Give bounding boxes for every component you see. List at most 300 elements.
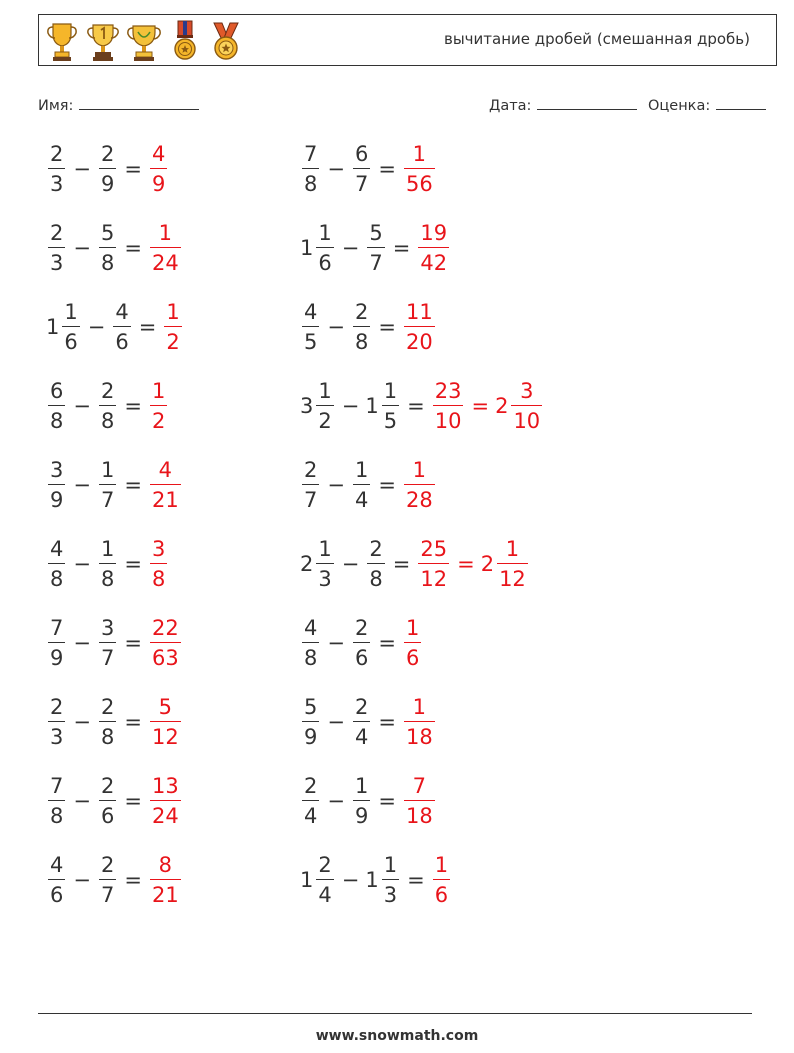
minuend [300,775,321,827]
minuend-fraction [48,380,65,432]
problem-item [46,538,169,590]
answer-value-fraction [404,696,435,748]
answer-value-fraction [433,854,450,906]
problem-item [300,143,437,195]
answer-value-fraction [150,617,181,669]
answer-value-numerator: 25 [420,537,448,561]
answer-value-fraction [150,380,167,432]
subtrahend-numerator: 5 [100,221,115,245]
subtrahend-numerator: 2 [354,616,369,640]
subtrahend-fraction [99,775,116,827]
answer-value-denominator: 18 [404,800,435,827]
answer-value [148,775,183,827]
subtrahend-denominator: 3 [382,879,399,906]
minuend-whole: 1 [300,868,314,892]
subtrahend [351,617,372,669]
answer-value-numerator: 19 [420,221,448,245]
minuend-fraction [48,617,65,669]
subtrahend-denominator: 8 [367,563,384,590]
minuend [46,775,67,827]
answer-value-fraction [418,538,449,590]
minuend-whole: 1 [300,236,314,260]
subtrahend-fraction [99,222,116,274]
answer-mixed-denominator: 12 [497,563,528,590]
minuend-numerator: 1 [318,537,332,561]
problem-item [300,775,437,827]
minuend-denominator: 3 [48,721,65,748]
minus-sign: − [73,631,91,655]
equals-sign: = [378,315,396,339]
subtrahend [351,459,372,511]
subtrahend-numerator: 3 [100,616,115,640]
minuend-numerator: 1 [64,300,78,324]
medal-ribbon-icon [168,20,202,62]
answer-value-fraction [433,380,464,432]
answer-value-denominator: 24 [150,247,181,274]
answer-value-numerator: 3 [151,537,166,561]
trophy-cup-icon [45,20,79,62]
answer-value-denominator: 28 [404,484,435,511]
subtrahend-fraction [99,459,116,511]
problem-item [300,222,451,274]
subtrahend-fraction [353,775,370,827]
minuend-denominator: 3 [48,168,65,195]
subtrahend [97,459,118,511]
minus-sign: − [327,789,345,813]
equals-sign: = [138,315,157,339]
answer [148,143,169,195]
subtrahend [365,854,401,906]
answer-value [148,617,183,669]
minuend-numerator: 1 [318,221,332,245]
date-input-line[interactable] [537,95,637,110]
answer-mixed-denominator: 10 [511,405,542,432]
subtrahend [351,775,372,827]
minus-sign: − [327,473,345,497]
minuend-fraction [302,459,319,511]
subtrahend-fraction [353,143,370,195]
problem-item [46,696,183,748]
answer-value-fraction [404,301,435,353]
equals-sign: = [124,473,142,497]
subtrahend-denominator: 8 [99,563,116,590]
subtrahend-denominator: 8 [353,326,370,353]
grade-input-line[interactable] [716,95,766,110]
subtrahend-numerator: 1 [100,458,115,482]
subtrahend [365,222,386,274]
subtrahend-fraction [99,696,116,748]
equals-sign: = [124,394,142,418]
name-label: Имя: [38,98,74,114]
subtrahend-fraction [113,301,130,353]
subtrahend-numerator: 1 [383,853,398,877]
answer-value-denominator: 2 [164,326,181,353]
minuend-fraction [302,143,319,195]
problem-item [300,301,437,353]
subtrahend-numerator: 2 [100,853,115,877]
subtrahend [351,696,372,748]
answer [148,775,183,827]
name-field[interactable] [38,95,199,114]
equals-sign: = [392,552,411,576]
minuend-fraction [48,538,65,590]
worksheet-title: вычитание дробей (смешанная дробь) [443,30,750,48]
minuend [46,459,67,511]
equals-sign: = [124,868,142,892]
minuend-numerator: 7 [304,142,318,166]
answer-value-numerator: 1 [412,142,427,166]
minuend-denominator: 2 [316,405,333,432]
answer-mixed-fraction [497,538,528,590]
equals-sign: = [124,710,142,734]
minuend [300,143,321,195]
equals-sign: = [124,552,142,576]
answer-value [431,854,452,906]
minuend-denominator: 4 [302,800,319,827]
grade-label: Оценка: [648,98,711,114]
answer-value-numerator: 11 [405,300,433,324]
answer-value-denominator: 24 [150,800,181,827]
minuend-fraction [48,696,65,748]
equals-sign: = [378,789,396,813]
minuend-denominator: 3 [316,563,333,590]
answer-value [431,380,466,432]
subtrahend-denominator: 4 [353,484,370,511]
minuend-fraction [316,380,333,432]
equals-sign: = [124,789,142,813]
problem-item [300,617,423,669]
minuend-denominator: 8 [48,405,65,432]
answer [148,617,183,669]
answer-value-fraction [404,143,435,195]
answer-value [162,301,183,353]
subtrahend-denominator: 9 [353,800,370,827]
subtrahend-denominator: 8 [99,405,116,432]
minuend [46,854,67,906]
minuend [46,380,67,432]
minuend-fraction [48,143,65,195]
minuend-denominator: 9 [48,642,65,669]
name-input-line[interactable] [79,95,199,110]
answer [162,301,183,353]
subtrahend-numerator: 2 [354,695,369,719]
answer [148,222,183,274]
minuend-denominator: 8 [48,800,65,827]
subtrahend-numerator: 2 [369,537,383,561]
answer-mixed-whole: 2 [480,552,495,576]
answer-value-fraction [150,696,181,748]
answer [402,301,437,353]
minuend-numerator: 7 [50,774,64,798]
subtrahend [365,380,401,432]
answer-value-numerator: 5 [158,695,173,719]
subtrahend-fraction [382,380,399,432]
minuend-fraction [62,301,79,353]
answer-value-numerator: 8 [158,853,173,877]
minuend [46,143,67,195]
minuend-denominator: 6 [62,326,79,353]
answer [148,538,169,590]
answer [416,538,529,590]
answer-value-fraction [150,143,167,195]
answer-value-denominator: 6 [433,879,450,906]
minuend-fraction [48,775,65,827]
subtrahend [351,301,372,353]
subtrahend-fraction [353,301,370,353]
minuend [300,380,336,432]
minuend-numerator: 4 [50,537,64,561]
minus-sign: − [341,552,360,576]
minuend-numerator: 2 [304,458,318,482]
answer [402,459,437,511]
minuend-denominator: 5 [302,326,319,353]
subtrahend-denominator: 8 [99,721,116,748]
answer [148,854,183,906]
subtrahend-numerator: 1 [100,537,115,561]
subtrahend [97,222,118,274]
minuend [300,538,336,590]
answer-value [148,380,169,432]
minuend [300,301,321,353]
problem-item [46,854,183,906]
subtrahend-fraction [99,854,116,906]
answer-value [402,617,423,669]
answer-value-fraction [150,538,167,590]
minus-sign: − [87,315,106,339]
minuend-numerator: 6 [50,379,64,403]
equals-sign: = [124,631,142,655]
problem-item [300,459,437,511]
problem-item [300,696,437,748]
minuend [300,854,336,906]
answer-value-denominator: 56 [404,168,435,195]
minuend-numerator: 7 [50,616,64,640]
subtrahend-denominator: 7 [99,879,116,906]
answer-value-denominator: 12 [150,721,181,748]
answer-mixed-fraction [511,380,542,432]
grade-field[interactable] [648,95,766,114]
minuend-numerator: 2 [50,142,64,166]
answer-value-numerator: 22 [151,616,179,640]
subtrahend-whole: 1 [365,394,379,418]
subtrahend-numerator: 2 [100,142,115,166]
minus-sign: − [341,868,360,892]
answer-value-fraction [150,775,181,827]
subtrahend [351,143,372,195]
minuend-numerator: 5 [304,695,318,719]
subtrahend [97,775,118,827]
problem-item [46,380,169,432]
minus-sign: − [327,631,345,655]
answer-value-numerator: 1 [412,458,427,482]
minuend-fraction [48,459,65,511]
minuend-fraction [302,696,319,748]
subtrahend-fraction [353,696,370,748]
subtrahend-denominator: 7 [353,168,370,195]
answer-value-numerator: 1 [158,221,173,245]
answer-value [402,775,437,827]
minuend [46,222,67,274]
minus-sign: − [327,315,345,339]
equals-sign: = [407,394,425,418]
minuend-denominator: 9 [302,721,319,748]
subtrahend [97,538,118,590]
minuend-denominator: 6 [48,879,65,906]
minuend-fraction [302,617,319,669]
subtrahend [97,696,118,748]
answer [431,380,544,432]
problem-item [300,538,530,590]
subtrahend-fraction [367,222,384,274]
answer [402,775,437,827]
problem-item [300,380,544,432]
answer-value-fraction [404,617,421,669]
answer-value-fraction [150,854,181,906]
answer-value-numerator: 4 [158,458,173,482]
minus-sign: − [327,157,345,181]
answer-value [402,301,437,353]
minus-sign: − [73,789,91,813]
minuend-fraction [302,775,319,827]
answer-mixed-whole: 2 [495,394,509,418]
answer-mixed [495,380,544,432]
answer [431,854,452,906]
minuend [300,222,336,274]
minuend-fraction [316,538,333,590]
minuend-denominator: 8 [302,168,319,195]
problem-item [300,854,452,906]
answer-equals-sign: = [471,394,490,418]
subtrahend [97,380,118,432]
minuend [46,696,67,748]
subtrahend-denominator: 7 [99,642,116,669]
answer-equals-sign: = [457,552,475,576]
subtrahend-fraction [99,617,116,669]
minuend-fraction [302,301,319,353]
subtrahend-numerator: 6 [354,142,369,166]
subtrahend-numerator: 5 [369,221,383,245]
answer-value [416,222,451,274]
subtrahend-fraction [382,854,399,906]
subtrahend [97,617,118,669]
minus-sign: − [73,157,91,181]
answer [148,380,169,432]
minuend [46,301,82,353]
subtrahend [111,301,132,353]
trophy-icons [45,19,243,63]
minus-sign: − [341,394,360,418]
subtrahend [97,143,118,195]
subtrahend [365,538,386,590]
problem-item [46,617,183,669]
answer-value-denominator: 18 [404,721,435,748]
date-label: Дата: [489,98,532,114]
answer-value-numerator: 1 [434,853,449,877]
problem-item [46,775,183,827]
problem-item [46,143,169,195]
minuend-denominator: 6 [316,247,333,274]
answer-value-denominator: 20 [404,326,435,353]
answer-mixed [481,538,530,590]
minuend [46,617,67,669]
answer-value [402,459,437,511]
minuend-denominator: 4 [316,879,333,906]
minus-sign: − [73,710,91,734]
problem-item [46,222,183,274]
answer-value-denominator: 21 [150,879,181,906]
subtrahend-fraction [99,380,116,432]
answer-value-numerator: 4 [151,142,166,166]
answer-value-denominator: 8 [150,563,167,590]
minuend-denominator: 8 [302,642,319,669]
minus-sign: − [341,236,360,260]
equals-sign: = [378,157,396,181]
minuend-numerator: 2 [318,853,332,877]
subtrahend-whole: 1 [365,868,379,892]
equals-sign: = [407,868,425,892]
answer-value-numerator: 23 [434,379,462,403]
footer-site: www.snowmath.com [315,1028,479,1044]
answer-value-fraction [150,222,181,274]
subtrahend-denominator: 7 [367,247,384,274]
minuend-fraction [316,854,333,906]
date-field[interactable] [489,95,637,114]
minuend-numerator: 4 [304,616,318,640]
subtrahend-denominator: 6 [99,800,116,827]
subtrahend-fraction [367,538,384,590]
answer-value [148,222,183,274]
answer-value-denominator: 42 [418,247,449,274]
answer [402,617,423,669]
answer-value [148,538,169,590]
footer-divider [38,1013,752,1014]
answer-value [148,143,169,195]
subtrahend-denominator: 6 [353,642,370,669]
answer-value-fraction [164,301,181,353]
subtrahend-numerator: 2 [100,695,115,719]
minuend-numerator: 2 [50,221,64,245]
minuend-numerator: 2 [304,774,318,798]
minuend-denominator: 8 [48,563,65,590]
subtrahend [97,854,118,906]
subtrahend-numerator: 2 [100,379,115,403]
answer-value-numerator: 1 [151,379,166,403]
answer-value-fraction [404,775,435,827]
minuend-numerator: 2 [50,695,64,719]
subtrahend-fraction [353,459,370,511]
minuend [300,696,321,748]
minuend-denominator: 3 [48,247,65,274]
minuend-whole: 3 [300,394,314,418]
answer-value-fraction [404,459,435,511]
answer [416,222,451,274]
answer-value-fraction [418,222,449,274]
minuend [46,538,67,590]
minuend-denominator: 7 [302,484,319,511]
answer-value-numerator: 1 [405,616,420,640]
worksheet-header [38,14,777,66]
equals-sign: = [378,710,396,734]
answer-value-denominator: 10 [433,405,464,432]
subtrahend-numerator: 1 [354,458,369,482]
answer-value-numerator: 1 [412,695,427,719]
subtrahend-denominator: 9 [99,168,116,195]
answer-value [148,854,183,906]
answer-value-denominator: 9 [150,168,167,195]
answer-value [416,538,451,590]
minus-sign: − [73,473,91,497]
minus-sign: − [73,868,91,892]
